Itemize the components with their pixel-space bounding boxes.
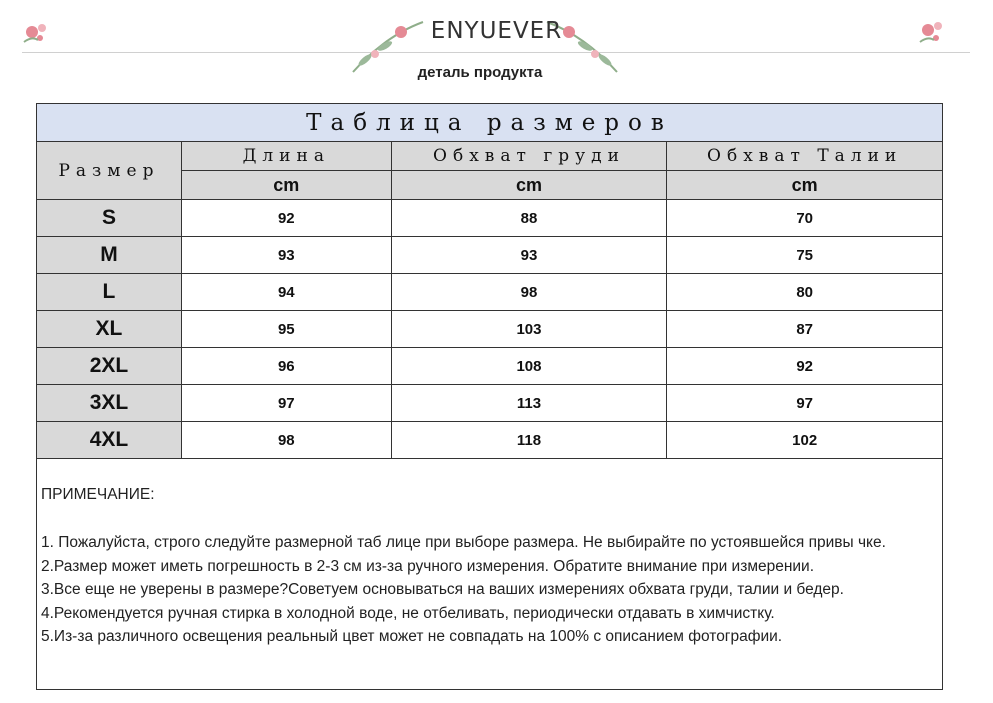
notes-list — [41, 531, 941, 649]
table-row — [37, 200, 943, 237]
size-column-header: Размер — [37, 142, 182, 200]
length-value: 96 — [181, 348, 391, 385]
length-unit: cm — [181, 171, 391, 200]
waist-value: 87 — [667, 311, 943, 348]
waist-value: 92 — [667, 348, 943, 385]
size-label: L — [37, 274, 182, 311]
waist-value: 80 — [667, 274, 943, 311]
waist-value: 102 — [667, 422, 943, 459]
note-item: 4.Рекомендуется ручная стирка в холодной воде, не отбеливать, периодически отдавать в химчистку. — [41, 604, 775, 622]
size-label: M — [37, 237, 182, 274]
size-chart-title-row — [37, 104, 943, 142]
waist-column-header: Обхват Талии — [667, 142, 943, 171]
page-header — [0, 0, 993, 100]
waist-unit: cm — [667, 171, 943, 200]
length-value: 93 — [181, 237, 391, 274]
size-label: XL — [37, 311, 182, 348]
size-label: 4XL — [37, 422, 182, 459]
note-item: 5.Из-за различного освещения реальный цвет может не совпадать на 100% с описанием фотографии. — [41, 628, 783, 645]
length-value: 98 — [181, 422, 391, 459]
length-value: 92 — [181, 200, 391, 237]
chest-value: 93 — [391, 237, 667, 274]
chest-unit: cm — [391, 171, 667, 200]
table-row — [37, 311, 943, 348]
table-row — [37, 274, 943, 311]
table-row — [37, 237, 943, 274]
length-column-header: Длина — [181, 142, 391, 171]
length-value: 97 — [181, 385, 391, 422]
size-label: 3XL — [37, 385, 182, 422]
length-value: 94 — [181, 274, 391, 311]
chest-value: 118 — [391, 422, 667, 459]
size-label: 2XL — [37, 348, 182, 385]
waist-value: 70 — [667, 200, 943, 237]
table-row — [37, 422, 943, 459]
notes-title: ПРИМЕЧАНИЕ: — [41, 486, 155, 503]
waist-value: 97 — [667, 385, 943, 422]
chest-column-header: Обхват груди — [391, 142, 667, 171]
notes-section — [36, 458, 943, 690]
chest-value: 113 — [391, 385, 667, 422]
product-detail-subtitle: деталь продукта — [417, 64, 543, 81]
size-chart-table — [36, 103, 943, 459]
note-item: 3.Все еще не уверены в размере?Советуем основываться на ваших измерениях обхвата груди, талии и бедер. — [41, 581, 844, 598]
size-chart-title: Таблица размеров — [37, 104, 943, 142]
chest-value: 108 — [391, 348, 667, 385]
note-item: 1. Пожалуйста, строго следуйте размерной таб лице при выборе размера. Не выбирайте по устоявшейся привы чке. — [41, 534, 886, 551]
chest-value: 103 — [391, 311, 667, 348]
brand-logo-text: ENYUEVER — [430, 18, 563, 44]
chest-value: 98 — [391, 274, 667, 311]
chest-value: 88 — [391, 200, 667, 237]
note-item: 2.Размер может иметь погрешность в 2-3 см из-за ручного измерения. Обратите внимание при измерении. — [41, 557, 815, 575]
length-value: 95 — [181, 311, 391, 348]
waist-value: 75 — [667, 237, 943, 274]
header-divider — [22, 52, 970, 53]
column-header-row — [37, 142, 943, 171]
size-label: S — [37, 200, 182, 237]
table-row — [37, 385, 943, 422]
table-row — [37, 348, 943, 385]
